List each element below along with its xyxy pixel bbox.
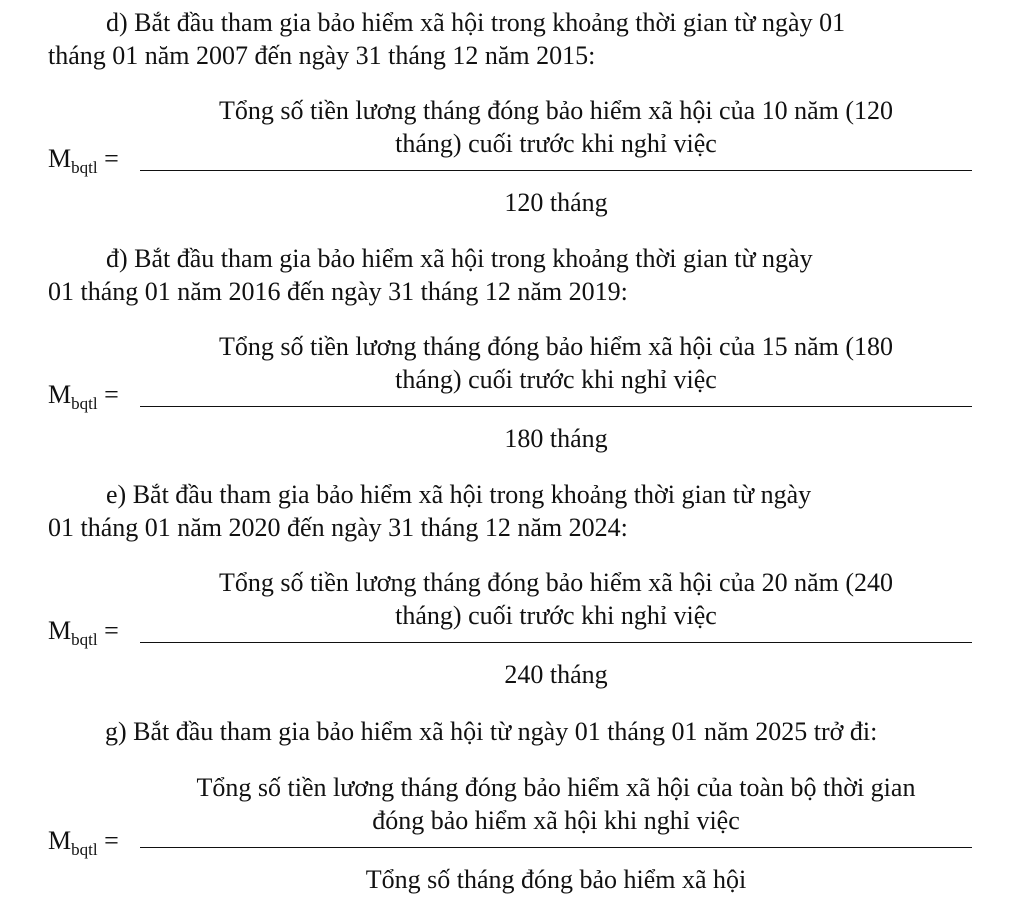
formula-denominator: Tổng số tháng đóng bảo hiểm xã hội [365,865,747,894]
fraction-bar [140,847,972,848]
fraction-bar [140,406,972,407]
numerator-line: Tổng số tiền lương tháng đóng bảo hiểm xã hội của 10 năm (120 [218,96,894,125]
formula-lhs [48,142,119,178]
lhs-base: M [48,616,72,645]
condition-line: 01 tháng 01 năm 2020 đến ngày 31 tháng 12 năm 2024: [48,513,628,542]
lhs-subscript: bqtl [71,158,98,177]
condition-line: g) Bắt đầu tham gia bảo hiểm xã hội từ ngày 01 tháng 01 năm 2025 trở đi: [105,717,878,746]
fraction-bar [140,170,972,171]
formula-numerator [140,94,972,160]
condition-line: đ) Bắt đầu tham gia bảo hiểm xã hội trong khoảng thời gian từ ngày [106,244,813,273]
condition-g [48,715,877,748]
lhs-base: M [48,826,72,855]
numerator-line: Tổng số tiền lương tháng đóng bảo hiểm xã hội của 20 năm (240 [218,568,894,597]
lhs-subscript: bqtl [71,840,98,859]
numerator-line: tháng) cuối trước khi nghỉ việc [395,129,717,158]
formula-lhs [48,614,119,650]
condition-e [48,478,811,544]
lhs-subscript: bqtl [71,630,98,649]
numerator-line: Tổng số tiền lương tháng đóng bảo hiểm xã hội của toàn bộ thời gian [196,773,916,802]
lhs-base: M [48,380,72,409]
equals-sign: = [104,380,119,409]
equals-sign: = [104,616,119,645]
condition-line: 01 tháng 01 năm 2016 đến ngày 31 tháng 12 năm 2019: [48,277,628,306]
condition-dd [48,242,813,308]
fraction-bar [140,642,972,643]
formula-lhs [48,378,119,414]
equals-sign: = [104,826,119,855]
condition-line: d) Bắt đầu tham gia bảo hiểm xã hội trong khoảng thời gian từ ngày 01 [106,8,846,37]
numerator-line: tháng) cuối trước khi nghỉ việc [395,365,717,394]
formula-denominator: 180 tháng [504,424,608,453]
condition-d [48,6,845,72]
formula-numerator [140,771,972,837]
formula-numerator [140,330,972,396]
numerator-line: đóng bảo hiểm xã hội khi nghỉ việc [372,806,740,835]
numerator-line: tháng) cuối trước khi nghỉ việc [395,601,717,630]
numerator-line: Tổng số tiền lương tháng đóng bảo hiểm xã hội của 15 năm (180 [218,332,894,361]
equals-sign: = [104,144,119,173]
lhs-base: M [48,144,72,173]
formula-numerator [140,566,972,632]
condition-line: e) Bắt đầu tham gia bảo hiểm xã hội trong khoảng thời gian từ ngày [106,480,812,509]
lhs-subscript: bqtl [71,394,98,413]
formula-denominator: 240 tháng [504,660,608,689]
formula-denominator: 120 tháng [504,188,608,217]
formula-lhs [48,824,119,860]
condition-line: tháng 01 năm 2007 đến ngày 31 tháng 12 năm 2015: [48,41,596,70]
